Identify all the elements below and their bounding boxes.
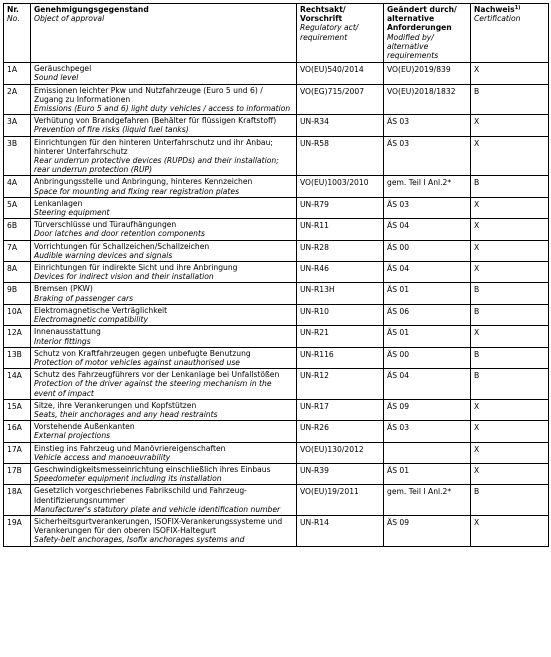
- subject-german: Einrichtungen für indirekte Sicht und ihre Anbringung: [34, 263, 238, 273]
- row-regulatory-act: UN-R26: [297, 421, 384, 442]
- row-modified-by: ÄS 03: [384, 136, 471, 176]
- row-modified-by: ÄS 06: [384, 304, 471, 325]
- row-regulatory-act: UN-R34: [297, 115, 384, 136]
- row-subject: [31, 219, 297, 240]
- subject-english: Speedometer equipment including its installation: [34, 474, 222, 484]
- row-number: 7A: [4, 240, 31, 261]
- row-certification: X: [471, 442, 549, 463]
- table-row: [4, 369, 549, 400]
- row-regulatory-act: UN-R10: [297, 304, 384, 325]
- header-act: Rechtsakt/ Vorschrift Regulatory act/ requirement: [297, 4, 384, 63]
- subject-english: Rear underrun protective devices (RUPDs) and their installation; rear underrun protection (RUP): [34, 156, 279, 175]
- header-modified: Geändert durch/ alternative Anforderungen Modified by/ alternative requirements: [384, 4, 471, 63]
- subject-german: Emissionen leichter Pkw und Nutzfahrzeuge (Euro 5 und 6) / Zugang zu Informationen: [34, 85, 263, 104]
- row-subject: [31, 515, 297, 546]
- row-modified-by: ÄS 01: [384, 283, 471, 304]
- row-subject: [31, 115, 297, 136]
- row-modified-by: ÄS 00: [384, 347, 471, 368]
- subject-german: Türverschlüsse und Türaufhängungen: [34, 220, 177, 230]
- table-row: [4, 421, 549, 442]
- table-row: [4, 240, 549, 261]
- row-modified-by: gem. Teil I Anl.2*: [384, 485, 471, 516]
- row-number: 2A: [4, 84, 31, 115]
- subject-english: Braking of passenger cars: [34, 293, 134, 303]
- subject-german: Einrichtungen für den hinteren Unterfahrschutz und ihr Anbau; hinterer Unterfahrschutz: [34, 137, 273, 156]
- header-certification: Nachweis$^{1)}$ Certification: [471, 4, 549, 63]
- row-modified-by: ÄS 03: [384, 421, 471, 442]
- table-row: [4, 463, 549, 484]
- row-regulatory-act: UN-R12: [297, 369, 384, 400]
- table-body: [4, 63, 549, 546]
- row-regulatory-act: VO(EU)1003/2010: [297, 176, 384, 197]
- row-certification: B: [471, 347, 549, 368]
- row-number: 3A: [4, 115, 31, 136]
- subject-english: Sound level: [34, 73, 79, 83]
- row-subject: [31, 176, 297, 197]
- row-subject: [31, 84, 297, 115]
- table-row: [4, 84, 549, 115]
- row-modified-by: ÄS 09: [384, 399, 471, 420]
- row-modified-by: ÄS 04: [384, 219, 471, 240]
- row-regulatory-act: VO(EU)130/2012: [297, 442, 384, 463]
- header-subject: Genehmigungsgegenstand Object of approval: [31, 4, 297, 63]
- row-number: 9B: [4, 283, 31, 304]
- row-subject: [31, 463, 297, 484]
- subject-german: Geräuschpegel: [34, 64, 92, 74]
- subject-english: External projections: [34, 431, 111, 441]
- row-regulatory-act: UN-R46: [297, 262, 384, 283]
- row-subject: [31, 262, 297, 283]
- row-regulatory-act: UN-R28: [297, 240, 384, 261]
- row-number: 14A: [4, 369, 31, 400]
- table-row: [4, 326, 549, 347]
- row-subject: [31, 399, 297, 420]
- row-modified-by: ÄS 01: [384, 463, 471, 484]
- row-certification: B: [471, 304, 549, 325]
- subject-german: Bremsen (PKW): [34, 284, 93, 294]
- row-certification: B: [471, 84, 549, 115]
- row-modified-by: gem. Teil I Anl.2*: [384, 176, 471, 197]
- table-row: [4, 136, 549, 176]
- row-number: 15A: [4, 399, 31, 420]
- row-regulatory-act: UN-R39: [297, 463, 384, 484]
- row-subject: [31, 136, 297, 176]
- table-row: [4, 283, 549, 304]
- row-number: 12A: [4, 326, 31, 347]
- subject-german: Sicherheitsgurtverankerungen, ISOFIX-Verankerungssysteme und Verankerungen für den oberen ISOFIX-Haltegurt: [34, 516, 283, 536]
- subject-german: Sitze, ihre Verankerungen und Kopfstützen: [34, 400, 197, 410]
- subject-german: Anbringungsstelle und Anbringung, hinteres Kennzeichen: [34, 177, 253, 187]
- row-subject: [31, 283, 297, 304]
- subject-english: Steering equipment: [34, 208, 110, 218]
- row-modified-by: ÄS 04: [384, 262, 471, 283]
- row-certification: X: [471, 115, 549, 136]
- row-regulatory-act: VO(EU)19/2011: [297, 485, 384, 516]
- subject-german: Vorrichtungen für Schallzeichen/Schallzeichen: [34, 241, 210, 251]
- row-subject: [31, 442, 297, 463]
- subject-english: Audible warning devices and signals: [34, 250, 173, 260]
- row-modified-by: ÄS 01: [384, 326, 471, 347]
- subject-german: Geschwindigkeitsmesseinrichtung einschließlich ihres Einbaus: [34, 464, 271, 474]
- row-certification: X: [471, 399, 549, 420]
- row-regulatory-act: UN-R79: [297, 197, 384, 218]
- row-subject: [31, 326, 297, 347]
- row-number: 18A: [4, 485, 31, 516]
- table-row: [4, 304, 549, 325]
- table-row: [4, 115, 549, 136]
- subject-german: Innenausstattung: [34, 327, 101, 337]
- row-subject: [31, 421, 297, 442]
- table-row: [4, 262, 549, 283]
- row-number: 19A: [4, 515, 31, 546]
- table-row: [4, 197, 549, 218]
- row-number: 16A: [4, 421, 31, 442]
- row-certification: B: [471, 485, 549, 516]
- row-regulatory-act: UN-R21: [297, 326, 384, 347]
- row-number: 5A: [4, 197, 31, 218]
- row-certification: X: [471, 136, 549, 176]
- subject-english: Devices for indirect vision and their installation: [34, 272, 214, 282]
- row-number: 17B: [4, 463, 31, 484]
- table-row: [4, 347, 549, 368]
- row-subject: [31, 304, 297, 325]
- row-regulatory-act: UN-R116: [297, 347, 384, 368]
- subject-english: Prevention of fire risks (liquid fuel tanks): [34, 125, 189, 135]
- row-subject: [31, 485, 297, 516]
- table-row: [4, 515, 549, 546]
- subject-german: Vorstehende Außenkanten: [34, 422, 135, 432]
- row-subject: [31, 369, 297, 400]
- subject-german: Elektromagnetische Verträglichkeit: [34, 305, 168, 315]
- row-modified-by: VO(EU)2019/839: [384, 63, 471, 84]
- row-regulatory-act: VO(EG)715/2007: [297, 84, 384, 115]
- row-certification: B: [471, 283, 549, 304]
- subject-english: Protection of the driver against the steering mechanism in the event of impact: [34, 379, 272, 398]
- subject-english: Vehicle access and manoeuvrability: [34, 452, 171, 462]
- row-modified-by: ÄS 03: [384, 197, 471, 218]
- row-certification: B: [471, 176, 549, 197]
- row-number: 3B: [4, 136, 31, 176]
- row-number: 13B: [4, 347, 31, 368]
- table-row: [4, 63, 549, 84]
- row-regulatory-act: UN-R11: [297, 219, 384, 240]
- subject-english: Safety-belt anchorages, Isofix anchorages systems and: [34, 535, 245, 545]
- subject-english: Door latches and door retention components: [34, 229, 205, 239]
- table-row: [4, 399, 549, 420]
- row-certification: X: [471, 219, 549, 240]
- row-number: 10A: [4, 304, 31, 325]
- row-modified-by: ÄS 09: [384, 515, 471, 546]
- approval-table: [3, 3, 549, 547]
- subject-english: Interior fittings: [34, 336, 91, 346]
- subject-german: Schutz von Kraftfahrzeugen gegen unbefugte Benutzung: [34, 348, 251, 358]
- subject-english: Seats, their anchorages and any head restraints: [34, 409, 218, 419]
- row-modified-by: [384, 442, 471, 463]
- row-subject: [31, 197, 297, 218]
- row-regulatory-act: UN-R13H: [297, 283, 384, 304]
- row-number: 17A: [4, 442, 31, 463]
- row-certification: X: [471, 240, 549, 261]
- row-modified-by: VO(EU)2018/1832: [384, 84, 471, 115]
- row-number: 6B: [4, 219, 31, 240]
- subject-english: Protection of motor vehicles against unauthorised use: [34, 357, 240, 367]
- row-certification: B: [471, 369, 549, 400]
- row-number: 8A: [4, 262, 31, 283]
- subject-german: Verhütung von Brandgefahren (Behälter für flüssigen Kraftstoff): [34, 116, 277, 126]
- row-certification: X: [471, 262, 549, 283]
- row-certification: X: [471, 463, 549, 484]
- row-subject: [31, 63, 297, 84]
- row-certification: X: [471, 197, 549, 218]
- row-modified-by: ÄS 03: [384, 115, 471, 136]
- subject-english: Manufacturer's statutory plate and vehicle identification number: [34, 504, 281, 514]
- row-regulatory-act: UN-R17: [297, 399, 384, 420]
- table-header-row: [4, 4, 549, 63]
- subject-english: Space for mounting and fixing rear registration plates: [34, 186, 240, 196]
- row-certification: X: [471, 515, 549, 546]
- subject-german: Gesetzlich vorgeschriebenes Fabrikschild und Fahrzeug-Identifizierungsnummer: [34, 486, 247, 505]
- row-certification: X: [471, 326, 549, 347]
- row-subject: [31, 240, 297, 261]
- row-subject: [31, 347, 297, 368]
- row-regulatory-act: UN-R14: [297, 515, 384, 546]
- table-row: [4, 442, 549, 463]
- row-modified-by: ÄS 00: [384, 240, 471, 261]
- table-row: [4, 176, 549, 197]
- subject-german: Schutz des Fahrzeugführers vor der Lenkanlage bei Unfallstößen: [34, 370, 280, 380]
- row-certification: X: [471, 421, 549, 442]
- row-regulatory-act: VO(EU)540/2014: [297, 63, 384, 84]
- table-row: [4, 219, 549, 240]
- subject-english: Electromagnetic compatibility: [34, 315, 148, 325]
- row-number: 1A: [4, 63, 31, 84]
- row-certification: X: [471, 63, 549, 84]
- subject-german: Einstieg ins Fahrzeug und Manövriereigenschaften: [34, 443, 226, 453]
- row-regulatory-act: UN-R58: [297, 136, 384, 176]
- row-modified-by: ÄS 04: [384, 369, 471, 400]
- subject-english: Emissions (Euro 5 and 6) light duty vehicles / access to information: [34, 104, 291, 114]
- row-number: 4A: [4, 176, 31, 197]
- subject-german: Lenkanlagen: [34, 198, 83, 208]
- table-row: [4, 485, 549, 516]
- header-nr: Nr. No.: [4, 4, 31, 63]
